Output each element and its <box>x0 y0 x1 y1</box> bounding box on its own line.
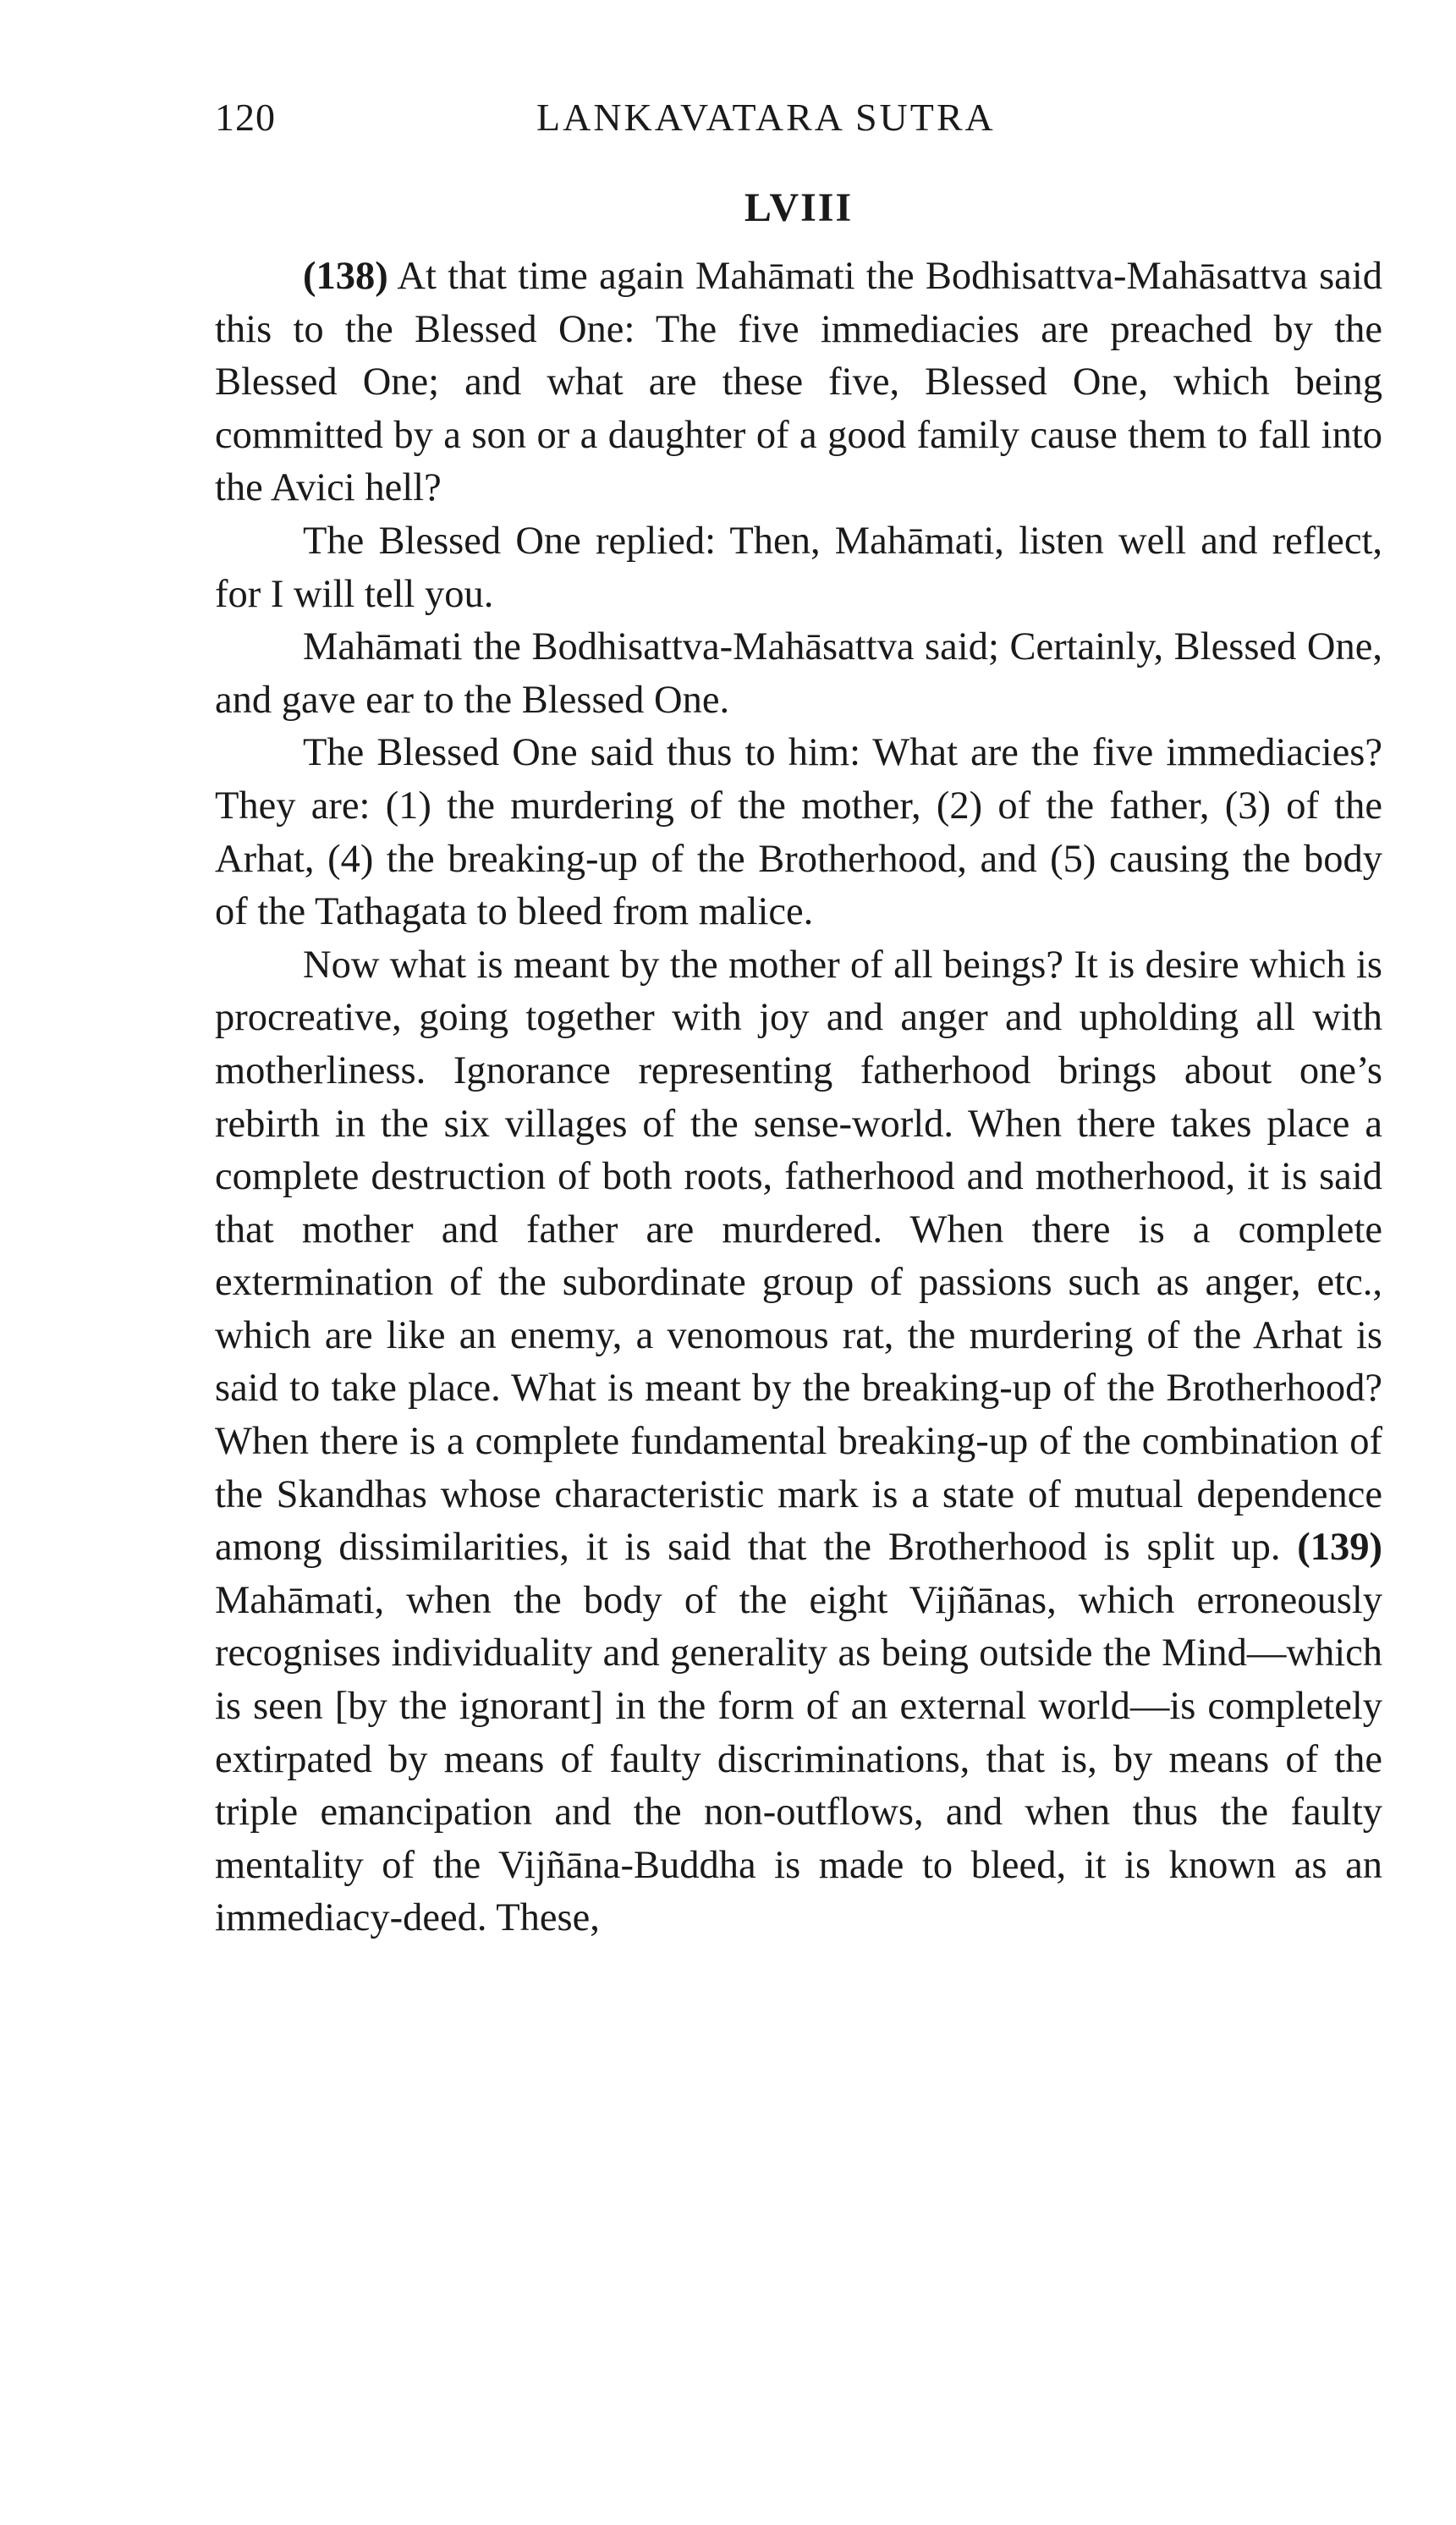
paragraph <box>215 515 1382 621</box>
paragraph-number: (139) <box>1297 1526 1382 1570</box>
paragraph-text: The Blessed One replied: Then, Mahāmati, listen well and reflect, for I will tell you. <box>215 519 1382 616</box>
paragraph-number: (138) <box>303 255 388 298</box>
paragraph-text: Mahāmati, when the body of the eight Vijñānas, which erroneously recognises individuality and generality as being outside the Mind—which is seen [by the ignorant] in the form of an external world—is completely extirpated by means of faulty discriminations, that is, by means of the triple emancipation and the non-outflows, and when thus the faulty mentality of the Vijñāna-Buddha is made to bleed, it is known as an immediacy-deed. These, <box>215 1578 1382 1940</box>
paragraph <box>215 621 1382 727</box>
paragraph-text: The Blessed One said thus to him: What are the five immediacies? They are: (1) the murdering of the mother, (2) of the father, (3) of the Arhat, (4) the breaking-up of the Brotherhood, and (5) causing the body of the Tathagata to bleed from malice. <box>215 731 1382 934</box>
paragraph-text: Mahāmati the Bodhisattva-Mahāsattva said; Certainly, Blessed One, and gave ear to the Blessed One. <box>215 625 1382 722</box>
page-number: 120 <box>215 96 276 139</box>
paragraph <box>215 250 1382 515</box>
section-heading: LVIII <box>744 185 854 230</box>
paragraph-text: Now what is meant by the mother of all beings? It is desire which is procreative, going together with joy and anger and upholding all with motherliness. Ignorance representing fatherhood brings about one’s rebirth in the six villages of the sense-world. When there takes place a complete destruction of both roots, fatherhood and motherhood, it is said that mother and father are murdered. When there is a complete extermination of the subordinate group of passions such as anger, etc., which are like an enemy, a venomous rat, the murdering of the Arhat is said to take place. What is meant by the breaking-up of the Brotherhood? When there is a complete fundamental breaking-up of the combination of the Skandhas whose characteristic mark is a state of mutual dependence among dissimilarities, it is said that the Brotherhood is split up. <box>215 943 1382 1570</box>
running-title: LANKAVATARA SUTRA <box>536 96 996 139</box>
running-head <box>215 95 1382 162</box>
paragraph <box>215 939 1382 1945</box>
body-text <box>215 250 1382 1945</box>
paragraph-text: At that time again Mahāmati the Bodhisattva-Mahāsattva said this to the Blessed One: The five immediacies are preached by the Blessed One; and what are these five, Blessed One, which being committed by a son or a daughter of a good family cause them to fall into the Avici hell? <box>215 255 1382 510</box>
paragraph <box>215 727 1382 938</box>
